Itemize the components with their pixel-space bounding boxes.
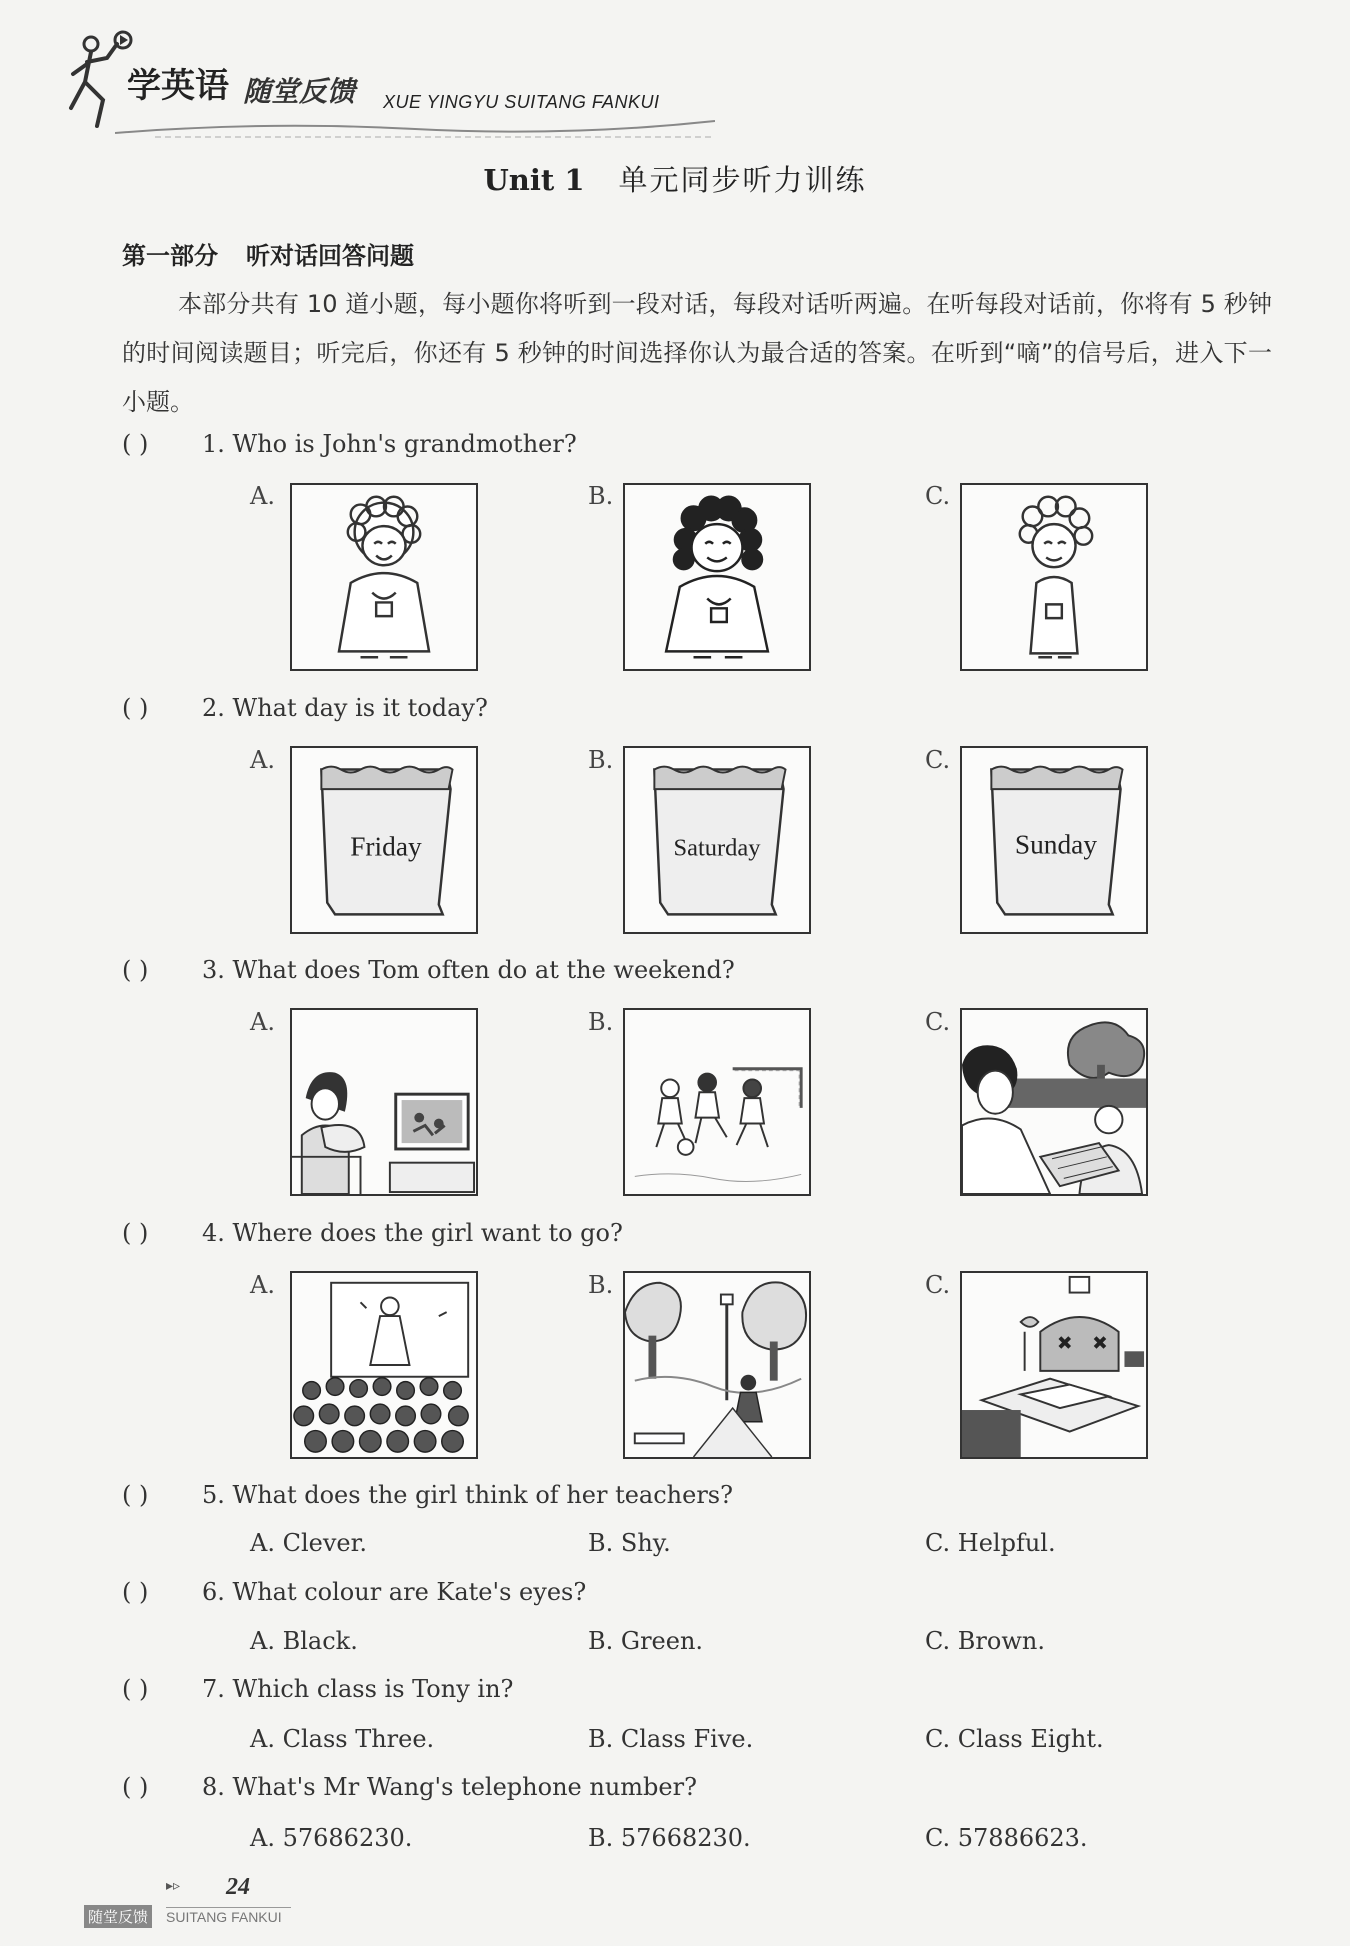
option-a[interactable]: A. 57686230. — [250, 1824, 413, 1852]
place-option-c[interactable] — [960, 1271, 1148, 1459]
option-a[interactable]: A. Class Three. — [250, 1725, 435, 1753]
question-7 — [122, 1675, 513, 1703]
option-label: A. — [250, 1008, 275, 1036]
answer-paren[interactable]: ( ) — [122, 1219, 149, 1247]
header-subtitle: 随堂反馈 — [243, 75, 356, 108]
playing-football-icon — [625, 1010, 809, 1194]
question-8 — [122, 1773, 697, 1801]
question-text: 2. What day is it today? — [202, 694, 488, 722]
unit-title — [0, 158, 1350, 199]
question-5 — [122, 1481, 733, 1509]
concert-hall-icon — [292, 1273, 476, 1457]
question-text: 4. Where does the girl want to go? — [202, 1219, 623, 1247]
grandmother-option-c[interactable] — [960, 483, 1148, 671]
option-label: B. — [588, 1271, 614, 1299]
grandmother-dark-hair-icon — [625, 485, 809, 669]
section-part: 第一部分 — [122, 242, 218, 270]
answer-paren[interactable]: ( ) — [122, 430, 149, 458]
calendar-day: Friday — [350, 831, 422, 862]
question-3 — [122, 956, 735, 984]
park-icon — [625, 1273, 809, 1457]
instructions: 本部分共有 10 道小题，每小题你将听到一段对话，每段对话听两遍。在听每段对话前，你将有 5 秒钟的时间阅读题目；听完后，你还有 5 秒钟的时间选择你认为最合适的答案。在听到“嘀”的信号后，进入下一小题。 — [122, 290, 1272, 416]
watching-tv-icon — [292, 1010, 476, 1194]
option-label: B. — [588, 746, 614, 774]
place-option-a[interactable] — [290, 1271, 478, 1459]
question-1 — [122, 430, 577, 458]
unit-title-cn: 单元同步听力训练 — [618, 163, 867, 197]
calendar-option-a[interactable] — [290, 746, 478, 934]
playing-board-game-icon — [962, 1010, 1146, 1194]
footer-badge: 随堂反馈 — [84, 1905, 152, 1928]
answer-paren[interactable]: ( ) — [122, 1773, 149, 1801]
answer-paren[interactable]: ( ) — [122, 956, 149, 984]
grandmother-option-b[interactable] — [623, 483, 811, 671]
option-label: B. — [588, 1008, 614, 1036]
question-text: 3. What does Tom often do at the weekend? — [202, 956, 735, 984]
option-c[interactable]: C. Helpful. — [925, 1529, 1056, 1557]
answer-paren[interactable]: ( ) — [122, 1578, 149, 1606]
question-text: 7. Which class is Tony in? — [202, 1675, 514, 1703]
question-2 — [122, 694, 488, 722]
page-number: 24 — [226, 1874, 250, 1900]
option-label: C. — [925, 1008, 951, 1036]
activity-option-b[interactable] — [623, 1008, 811, 1196]
option-label: C. — [925, 746, 951, 774]
activity-option-a[interactable] — [290, 1008, 478, 1196]
question-text: 6. What colour are Kate's eyes? — [202, 1578, 587, 1606]
answer-paren[interactable]: ( ) — [122, 1481, 149, 1509]
activity-option-c[interactable] — [960, 1008, 1148, 1196]
section-name: 听对话回答问题 — [246, 242, 414, 270]
header-swoosh-icon — [115, 115, 715, 139]
footer-pinyin: SUITANG FANKUI — [166, 1907, 291, 1925]
option-a[interactable]: A. Black. — [250, 1627, 358, 1655]
grandmother-curly-white-hair-icon — [292, 485, 476, 669]
header-pinyin: XUE YINGYU SUITANG FANKUI — [383, 92, 660, 112]
answer-paren[interactable]: ( ) — [122, 694, 149, 722]
option-label: A. — [250, 482, 275, 510]
answer-paren[interactable]: ( ) — [122, 1675, 149, 1703]
option-label: C. — [925, 482, 951, 510]
calendar-page-icon — [292, 748, 476, 932]
header-title: 学英语 — [127, 66, 229, 106]
grandmother-option-a[interactable] — [290, 483, 478, 671]
calendar-page-icon — [962, 748, 1146, 932]
header — [55, 20, 695, 130]
grandmother-thin-white-hair-icon — [962, 485, 1146, 669]
calendar-day: Sunday — [1014, 829, 1098, 860]
option-label: C. — [925, 1271, 951, 1299]
option-a[interactable]: A. Clever. — [250, 1529, 368, 1557]
option-c[interactable]: C. Class Eight. — [925, 1725, 1104, 1753]
question-6 — [122, 1578, 586, 1606]
footer-arrows-icon: ▸▹ — [166, 1878, 181, 1894]
unit-label: Unit 1 — [483, 163, 585, 197]
option-b[interactable]: B. Class Five. — [588, 1725, 754, 1753]
place-option-b[interactable] — [623, 1271, 811, 1459]
calendar-page-icon — [625, 748, 809, 932]
option-b[interactable]: B. 57668230. — [588, 1824, 751, 1852]
option-c[interactable]: C. 57886623. — [925, 1824, 1088, 1852]
calendar-option-b[interactable] — [623, 746, 811, 934]
section-title — [122, 236, 414, 271]
calendar-day: Saturday — [673, 834, 761, 862]
option-c[interactable]: C. Brown. — [925, 1627, 1045, 1655]
question-text: 1. Who is John's grandmother? — [202, 430, 577, 458]
option-b[interactable]: B. Green. — [588, 1627, 704, 1655]
option-label: A. — [250, 1271, 275, 1299]
question-text: 5. What does the girl think of her teachers? — [202, 1481, 733, 1509]
option-b[interactable]: B. Shy. — [588, 1529, 671, 1557]
question-4 — [122, 1219, 623, 1247]
option-label: A. — [250, 746, 275, 774]
option-label: B. — [588, 482, 614, 510]
living-room-icon — [962, 1273, 1146, 1457]
calendar-option-c[interactable] — [960, 746, 1148, 934]
question-text: 8. What's Mr Wang's telephone number? — [202, 1773, 697, 1801]
